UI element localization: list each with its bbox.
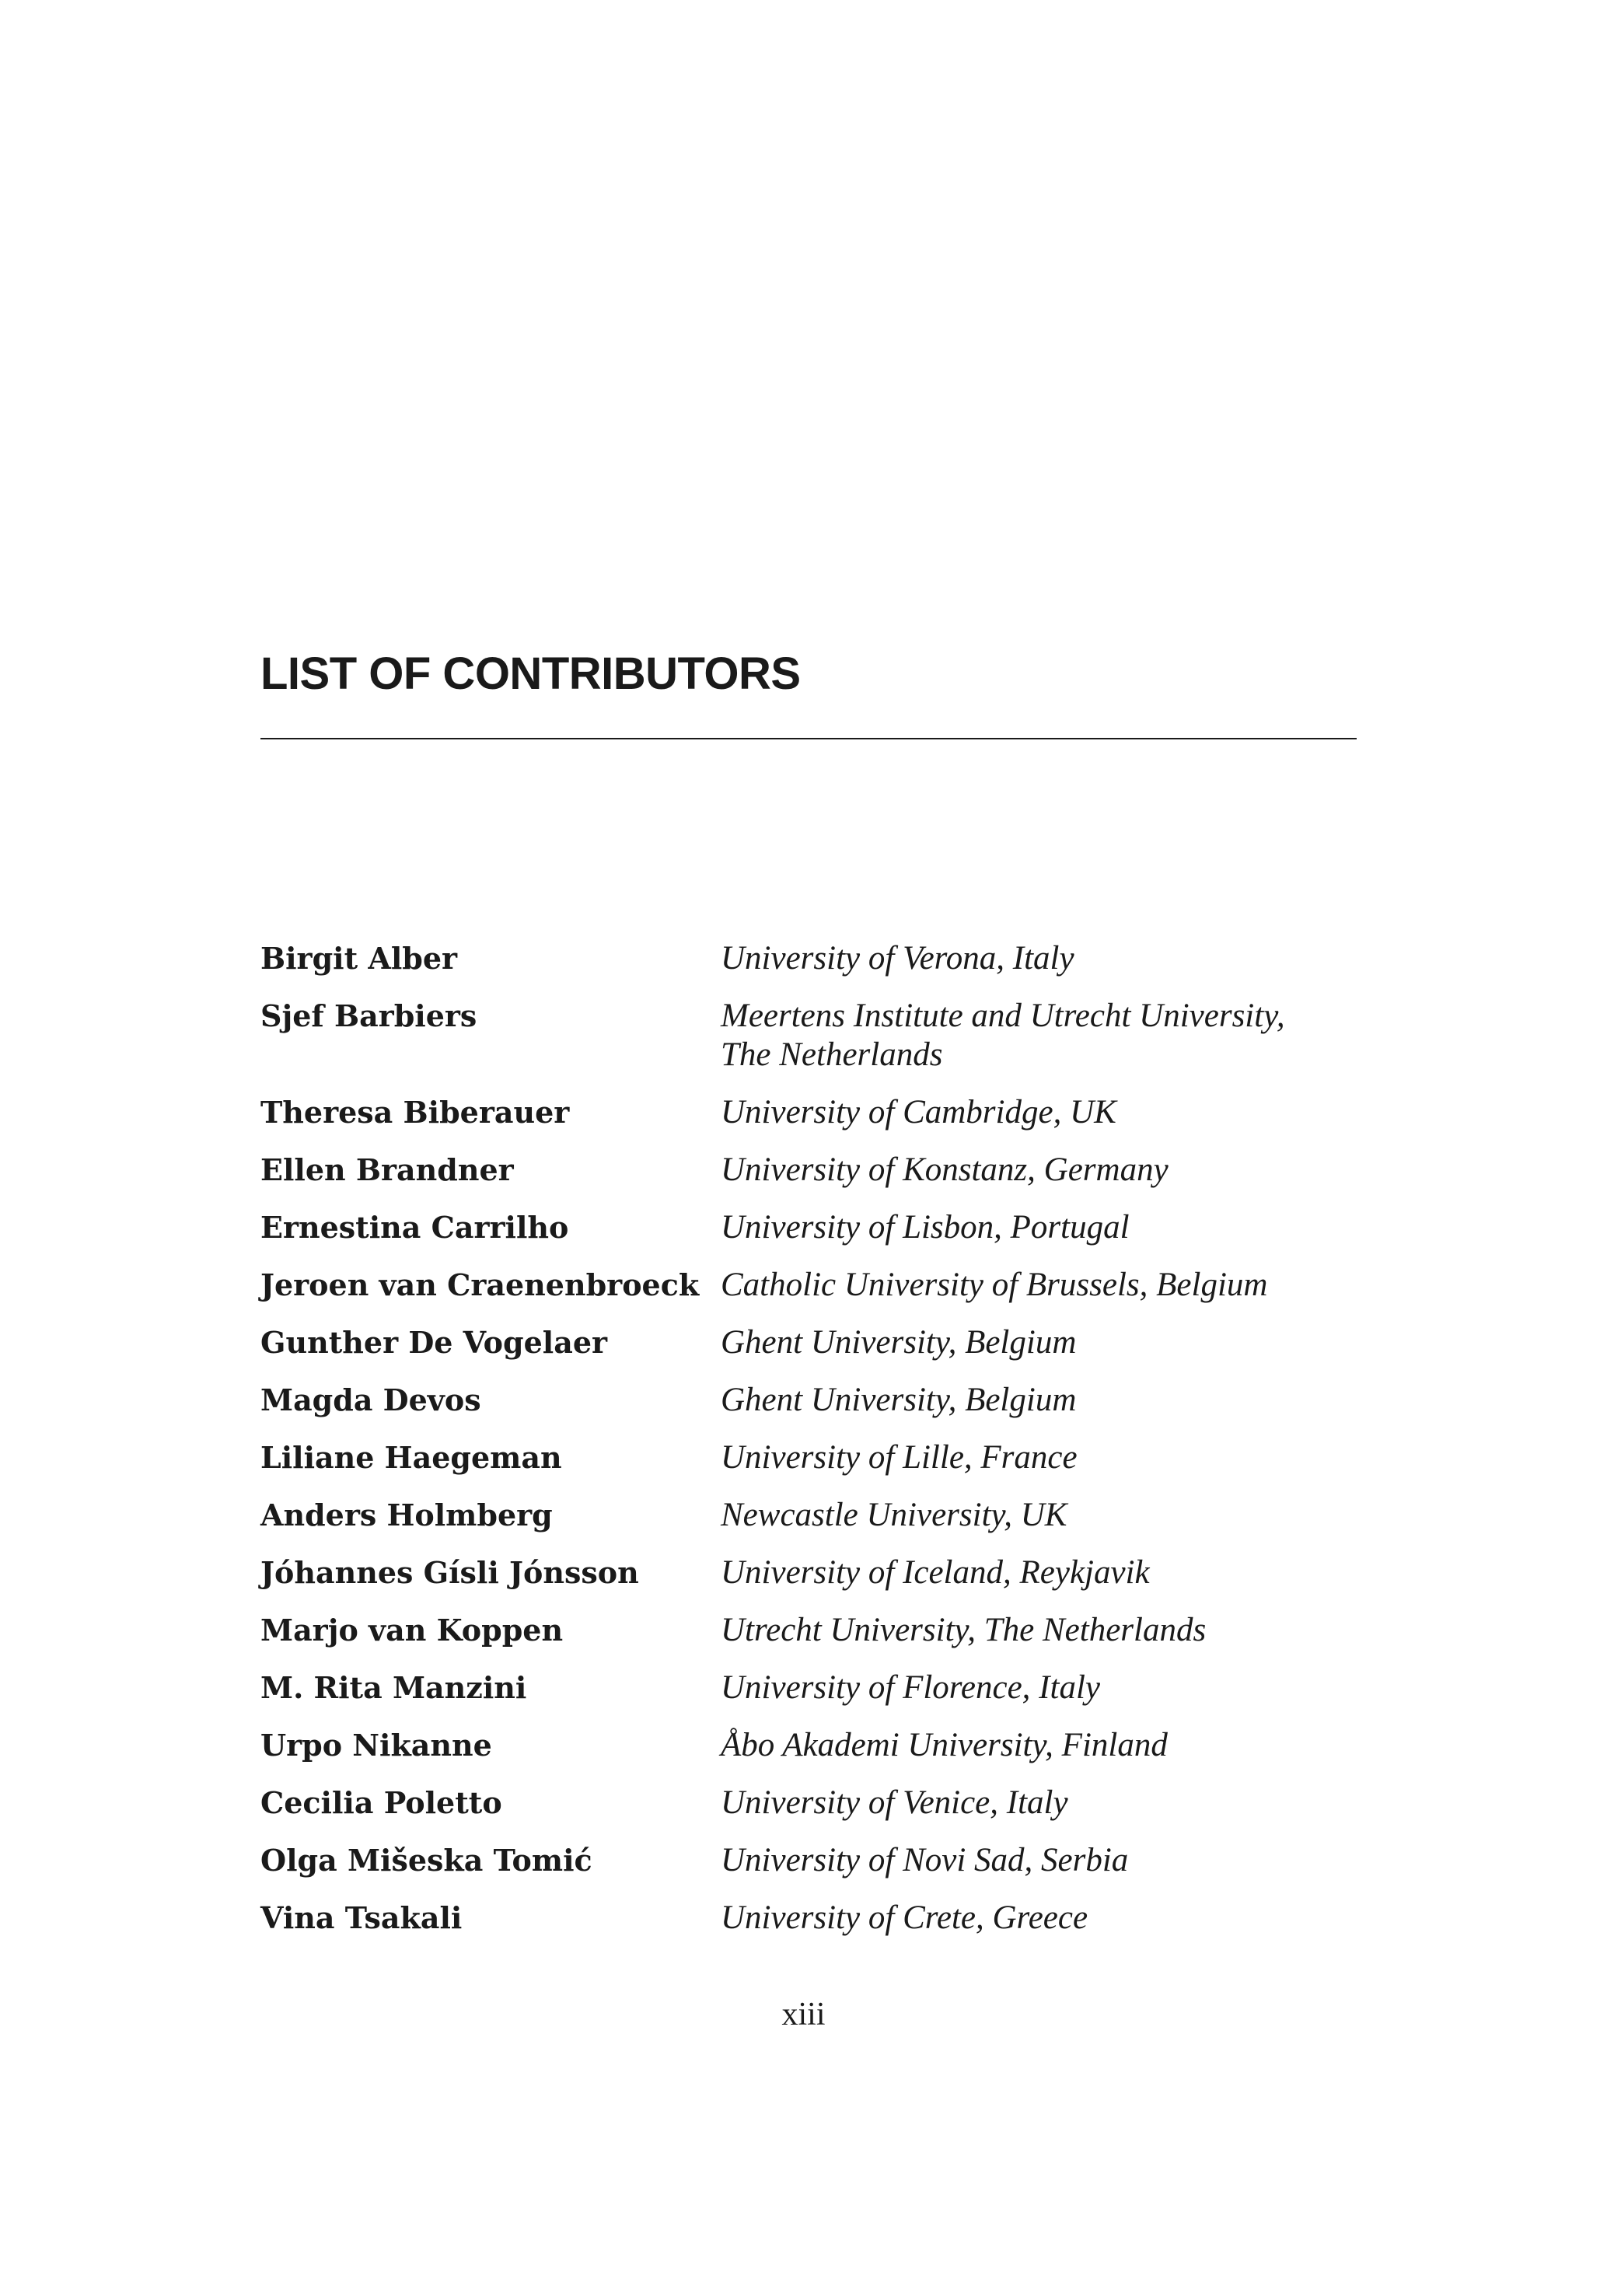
affiliation-line: Meertens Institute and Utrecht University, — [721, 998, 1285, 1034]
affiliation-line: University of Lille, France — [721, 1439, 1078, 1476]
contributor-row — [260, 1381, 1364, 1420]
contributor-affiliation — [721, 1151, 1364, 1190]
affiliation-line: University of Lisbon, Portugal — [721, 1209, 1130, 1246]
contributor-name: Cecilia Poletto — [260, 1785, 502, 1820]
affiliation-line: Åbo Akademi University, Finland — [721, 1727, 1168, 1763]
affiliation-line: University of Cambridge, UK — [721, 1094, 1116, 1131]
affiliation-line: University of Crete, Greece — [721, 1899, 1088, 1936]
contributor-name: Gunther De Vogelaer — [260, 1325, 608, 1360]
contributor-name: Anders Holmberg — [260, 1497, 553, 1532]
contributor-row — [260, 1669, 1364, 1707]
contributor-list — [260, 939, 1364, 1956]
contributor-affiliation — [721, 1381, 1364, 1420]
contributor-affiliation — [721, 1784, 1364, 1822]
contributor-affiliation — [721, 1726, 1364, 1765]
contributor-affiliation — [721, 1438, 1364, 1477]
contributor-name: Theresa Biberauer — [260, 1095, 570, 1130]
contributor-row — [260, 1266, 1364, 1305]
contributor-name: Ellen Brandner — [260, 1152, 514, 1187]
contributor-affiliation — [721, 1611, 1364, 1650]
contributor-row — [260, 1899, 1364, 1938]
contributor-row — [260, 1611, 1364, 1650]
contributor-row — [260, 1151, 1364, 1190]
contributor-affiliation — [721, 1669, 1364, 1707]
contributor-row — [260, 1208, 1364, 1247]
contributor-row — [260, 939, 1364, 978]
title-rule — [260, 738, 1357, 739]
contributor-row — [260, 1726, 1364, 1765]
contributor-affiliation — [721, 939, 1364, 978]
contributor-name: Olga Mišeska Tomić — [260, 1843, 592, 1878]
affiliation-line: Ghent University, Belgium — [721, 1324, 1077, 1361]
contributor-name: Urpo Nikanne — [260, 1728, 492, 1763]
affiliation-line: The Netherlands — [721, 1036, 943, 1073]
affiliation-line: Catholic University of Brussels, Belgium — [721, 1267, 1268, 1303]
contributor-name: Ernestina Carrilho — [260, 1210, 569, 1245]
affiliation-line: University of Venice, Italy — [721, 1784, 1068, 1821]
affiliation-line: University of Konstanz, Germany — [721, 1151, 1169, 1188]
contributor-name: Magda Devos — [260, 1382, 481, 1417]
affiliation-line: University of Verona, Italy — [721, 940, 1074, 977]
contributor-row — [260, 1496, 1364, 1535]
affiliation-line: Newcastle University, UK — [721, 1497, 1067, 1533]
contributor-row — [260, 1093, 1364, 1132]
affiliation-line: Utrecht University, The Netherlands — [721, 1612, 1207, 1648]
contributor-affiliation — [721, 1899, 1364, 1938]
contributor-affiliation — [721, 1323, 1364, 1362]
contributor-row — [260, 1323, 1364, 1362]
contributor-name: M. Rita Manzini — [260, 1670, 527, 1705]
contributor-row — [260, 997, 1364, 1075]
contributor-name: Sjef Barbiers — [260, 998, 477, 1033]
contributor-affiliation — [721, 1553, 1364, 1592]
contributor-name: Jeroen van Craenenbroeck — [260, 1267, 700, 1302]
contributor-affiliation — [721, 1093, 1364, 1132]
contributor-affiliation — [721, 997, 1364, 1075]
affiliation-line: Ghent University, Belgium — [721, 1382, 1077, 1418]
affiliation-line: University of Florence, Italy — [721, 1669, 1100, 1706]
contributor-row — [260, 1784, 1364, 1822]
contributor-row — [260, 1438, 1364, 1477]
contributor-name: Birgit Alber — [260, 941, 458, 976]
contributor-affiliation — [721, 1496, 1364, 1535]
page-title: LIST OF CONTRIBUTORS — [260, 648, 801, 699]
contributor-affiliation — [721, 1841, 1364, 1880]
contributor-name: Vina Tsakali — [260, 1900, 463, 1935]
contributor-affiliation — [721, 1266, 1364, 1305]
contributor-name: Liliane Haegeman — [260, 1440, 562, 1475]
page-number: xiii — [781, 1997, 826, 2032]
affiliation-line: University of Novi Sad, Serbia — [721, 1842, 1129, 1878]
contributor-affiliation — [721, 1208, 1364, 1247]
contributor-name: Jóhannes Gísli Jónsson — [260, 1555, 639, 1590]
contributor-row — [260, 1553, 1364, 1592]
contributor-row — [260, 1841, 1364, 1880]
contributor-name: Marjo van Koppen — [260, 1613, 564, 1648]
affiliation-line: University of Iceland, Reykjavik — [721, 1554, 1150, 1591]
